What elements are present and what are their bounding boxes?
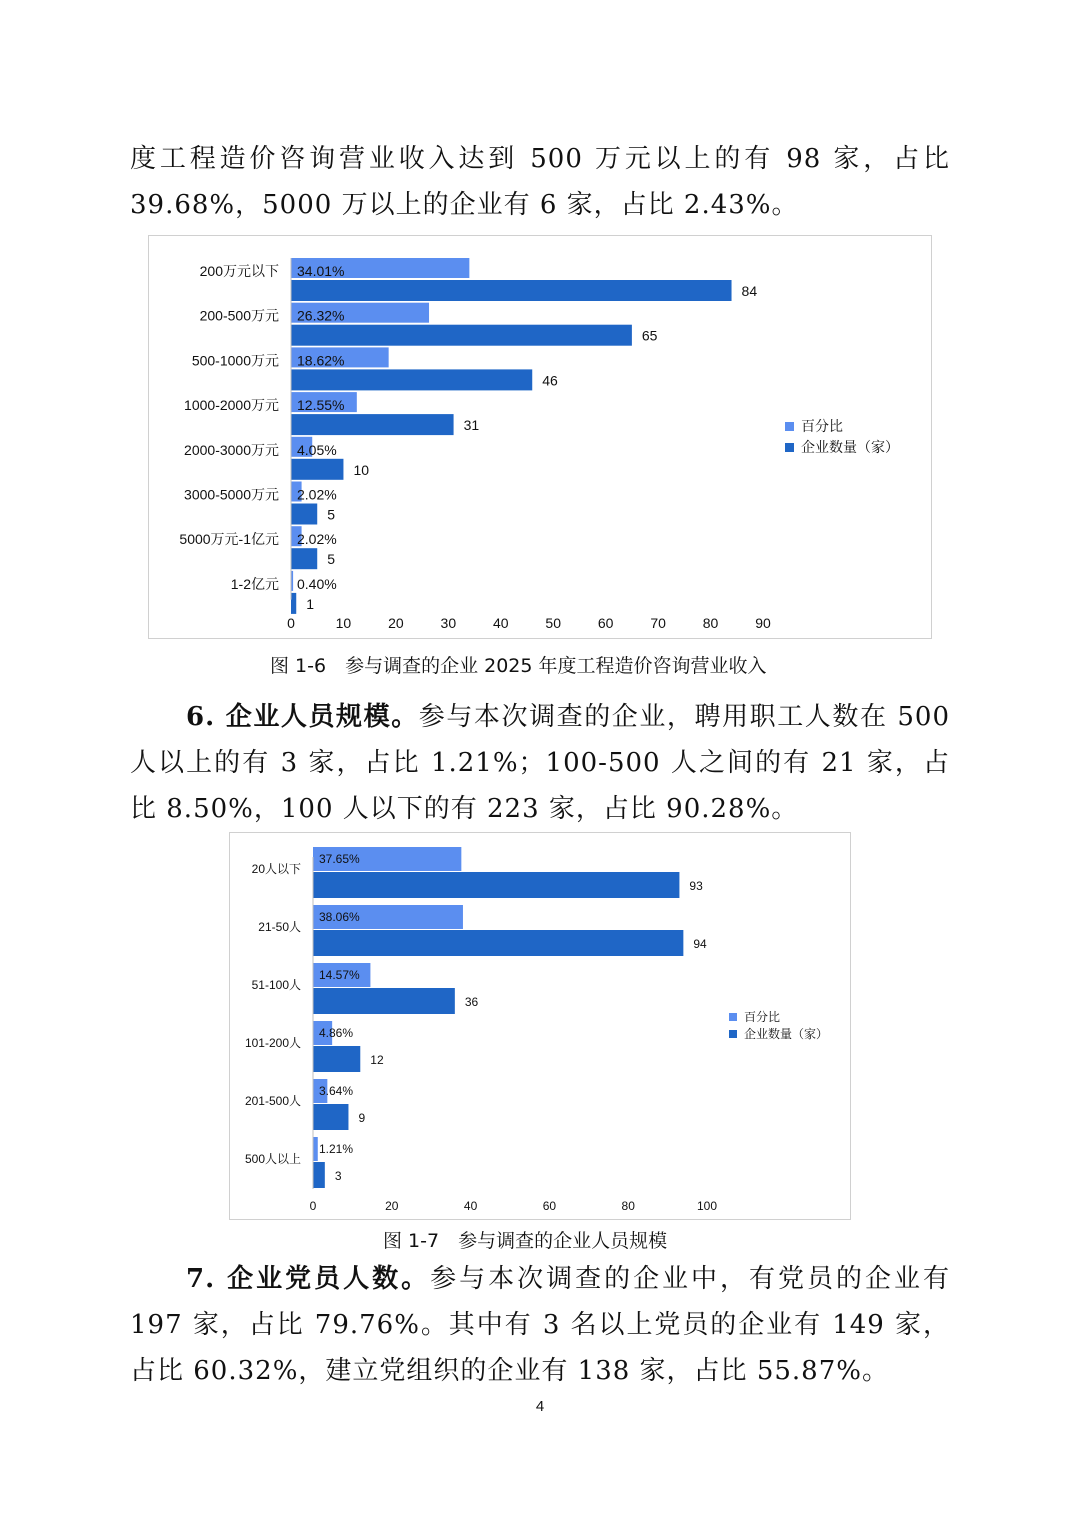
legend-swatch-count [785,443,794,452]
paragraph-2 [130,694,950,832]
legend-label-percent: 百分比 [801,418,843,434]
bar-count [291,504,317,525]
bar-count [313,930,683,956]
x-tick-label: 70 [650,615,666,631]
page-number: 4 [535,1398,545,1415]
bar-count [313,1104,348,1130]
x-tick-label: 80 [621,1199,635,1213]
paragraph-1 [130,136,950,228]
category-label: 1-2亿元 [230,575,279,592]
data-label-percent: 12.55% [297,397,345,414]
x-tick-label: 60 [542,1199,557,1213]
category-label: 101-200人 [244,1036,301,1050]
figure-caption-1-6: 图 1-6 参与调查的企业 2025 年度工程造价咨询营业收入 [270,655,767,677]
data-label-percent: 26.32% [297,307,345,324]
x-tick-label: 0 [287,615,295,631]
data-label-count: 5 [327,506,336,523]
category-label: 21-50人 [258,920,301,934]
data-label-percent: 34.01% [297,263,345,279]
data-label-count: 65 [641,327,658,344]
x-tick-label: 10 [335,615,352,631]
category-label: 200万元以下 [199,263,279,279]
data-label-percent: 4.05% [297,441,337,458]
legend-label-count: 企业数量（家） [801,439,899,455]
data-label-count: 93 [689,879,703,893]
data-label-count: 1 [306,595,315,612]
data-label-count: 3 [334,1169,342,1183]
data-label-percent: 18.62% [297,352,345,369]
bar-count [313,872,679,898]
data-label-percent: 14.57% [319,968,360,982]
data-label-percent: 1.21% [319,1142,354,1156]
legend-swatch-percent [729,1013,737,1021]
bar-count [291,593,296,614]
data-label-percent: 2.02% [297,486,337,503]
x-tick-label: 0 [309,1199,317,1213]
category-label: 5000万元-1亿元 [179,531,279,548]
data-label-percent: 3.64% [319,1084,354,1098]
x-tick-label: 40 [463,1199,478,1213]
paragraph-3-body: 参与本次调查的企业中，有党员的企业有 197 家，占比 79.76%。其中有 3 名以上党员的企业有 149 家，占比 60.32%，建立党组织的企业有 138 家，占比 55.87%。 [130,1264,950,1386]
x-tick-label: 90 [755,615,771,631]
paragraph-1-line-2: 39.68%，5000 万以上的企业有 6 家，占比 2.43%。 [130,190,799,220]
bar-count [291,369,532,390]
data-label-count: 31 [463,417,480,434]
data-label-percent: 0.40% [297,575,337,592]
bar-count [313,1162,325,1188]
x-tick-label: 80 [702,615,719,631]
paragraph-3-text [130,1256,950,1394]
chart-staff-size [229,832,851,1220]
category-label: 20人以下 [251,862,301,876]
chart-staff-size-svg [230,833,850,1219]
data-label-percent: 38.06% [319,910,360,924]
data-label-percent: 4.86% [319,1026,354,1040]
legend-label-count: 企业数量（家） [744,1027,829,1041]
x-tick-label: 20 [385,1199,399,1213]
data-label-count: 94 [693,937,707,951]
category-label: 1000-2000万元 [184,397,279,414]
category-label: 3000-5000万元 [184,486,279,503]
bar-count [291,280,732,301]
category-label: 200-500万元 [199,307,279,324]
category-label: 51-100人 [251,978,301,992]
category-label: 2000-3000万元 [184,441,279,458]
bar-count [291,325,632,346]
bar-count [291,414,454,435]
category-label: 201-500人 [244,1094,301,1108]
paragraph-3 [130,1256,950,1394]
data-label-count: 10 [353,461,370,478]
category-label: 500人以上 [244,1152,301,1166]
x-tick-label: 40 [492,615,509,631]
data-label-count: 36 [464,995,479,1009]
data-label-count: 9 [358,1111,366,1125]
legend-swatch-count [729,1030,737,1038]
data-label-count: 46 [542,372,558,389]
figure-caption-1-7: 图 1-7 参与调查的企业人员规模 [383,1230,668,1252]
section-heading-6: 6. 企业人员规模。 [186,702,419,732]
category-label: 500-1000万元 [191,352,279,369]
bar-percent [313,1137,318,1161]
x-tick-label: 20 [388,615,404,631]
data-label-percent: 37.65% [319,852,360,866]
bar-count [313,1046,360,1072]
data-label-count: 5 [327,551,336,568]
paragraph-1-line-1: 度工程造价咨询营业收入达到 500 万元以上的有 98 家，占比 [130,144,950,174]
x-tick-label: 60 [597,615,614,631]
x-tick-label: 30 [440,615,457,631]
legend-swatch-percent [785,422,794,431]
data-label-percent: 2.02% [297,531,337,548]
bar-count [291,459,343,480]
paragraph-2-text [130,694,950,832]
legend-label-percent: 百分比 [744,1010,781,1024]
bar-count [291,548,317,569]
bar-count [313,988,455,1014]
x-tick-label: 100 [696,1199,718,1213]
section-heading-7: 7. 企业党员人数。 [186,1264,431,1294]
x-tick-label: 50 [545,615,562,631]
chart-revenue [148,235,932,639]
paragraph-2-body: 参与本次调查的企业，聘用职工人数在 500 人以上的有 3 家，占比 1.21%；100-500 人之间的有 21 家，占比 8.50%，100 人以下的有 223 家，占比 90.28%。 [130,702,950,824]
chart-revenue-svg [149,236,931,638]
data-label-count: 12 [370,1053,384,1067]
data-label-count: 84 [741,283,758,299]
